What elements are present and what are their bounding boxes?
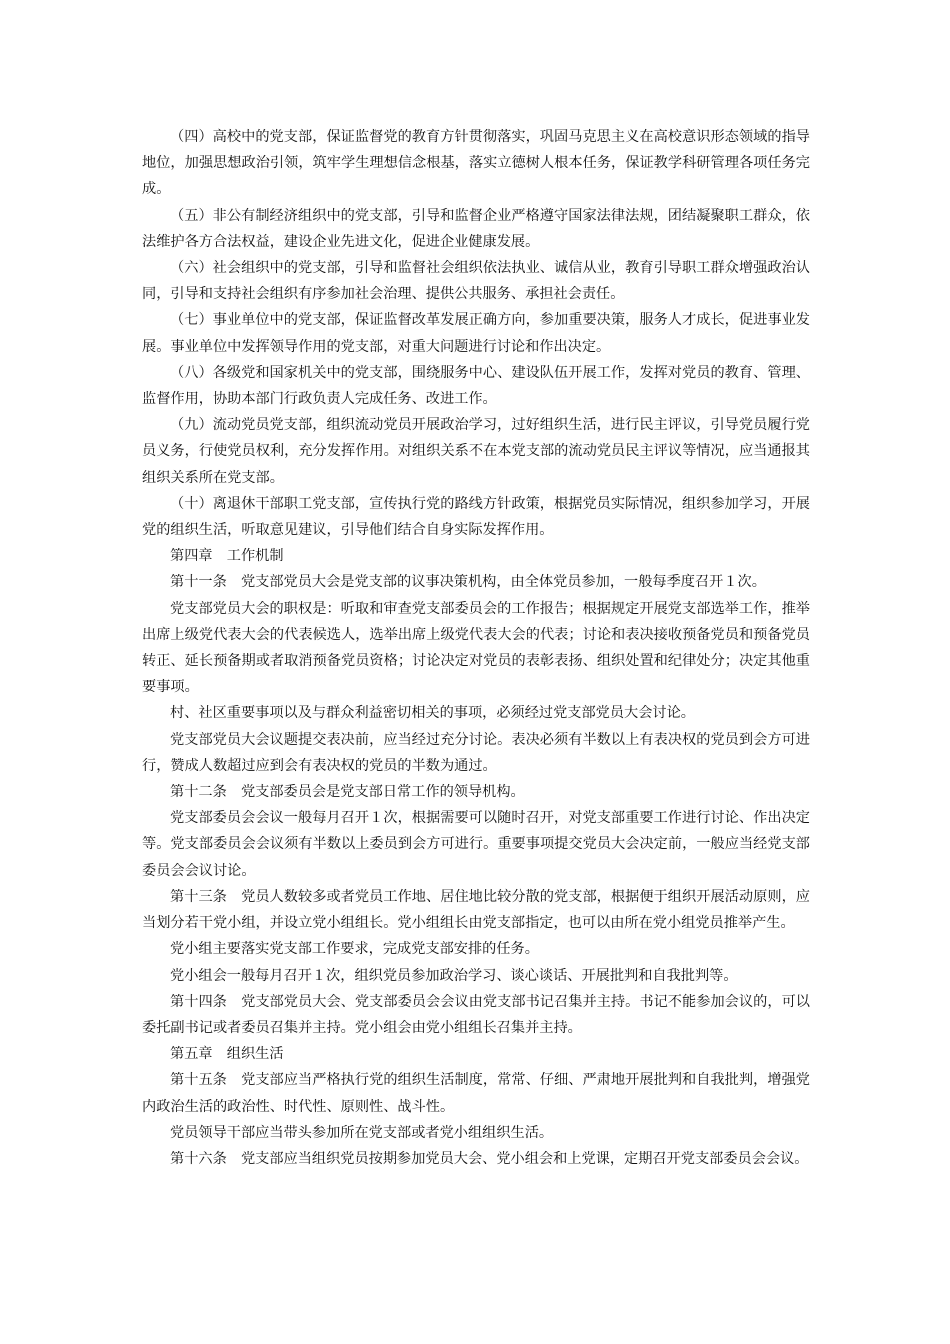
article-14: 第十四条 党支部党员大会、党支部委员会会议由党支部书记召集并主持。书记不能参加会议的，可以委托副书记或者委员召集并主持。党小组会由党小组组长召集并主持。 [142,993,810,1036]
paragraph-8-state-organs: （八）各级党和国家机关中的党支部，围绕服务中心、建设队伍开展工作，发挥对党员的教育、管理、监督作用，协助本部门行政负责人完成任务、改进工作。 [142,364,810,408]
article-11-powers: 党支部党员大会的职权是：听取和审查党支部委员会的工作报告；根据规定开展党支部选举工作，推举出席上级党代表大会的代表候选人，选举出席上级党代表大会的代表；讨论和表决接收预备党员和预备党员转正、延长预备期或者取消预备党员资格；讨论决定对党员的表彰表扬、组织处置和纪律处分；决定其他重要事项。 [142,600,810,696]
paragraph-5-non-public-economy: （五）非公有制经济组织中的党支部，引导和监督企业严格遵守国家法律法规，团结凝聚职工群众，依法维护各方合法权益，建设企业先进文化，促进企业健康发展。 [142,207,810,250]
paragraph-10-retirees: （十）离退休干部职工党支部，宣传执行党的路线方针政策，根据党员实际情况，组织参加学习，开展党的组织生活，听取意见建议，引导他们结合自身实际发挥作用。 [142,495,810,539]
chapter-5-heading: 第五章 组织生活 [170,1046,284,1063]
paragraph-4-universities: （四）高校中的党支部，保证监督党的教育方针贯彻落实，巩固马克思主义在高校意识形态领域的指导地位，加强思想政治引领，筑牢学生理想信念根基，落实立德树人根本任务，保证教学科研管理各项任务完成。 [142,129,810,198]
paragraph-9-mobile-members: （九）流动党员党支部，组织流动党员开展政治学习，过好组织生活，进行民主评议，引导党员履行党员义务，行使党员权利，充分发挥作用。对组织关系不在本党支部的流动党员民主评议等情况，应当通报其组织关系所在党支部。 [142,417,810,486]
paragraph-6-social-organizations: （六）社会组织中的党支部，引导和监督社会组织依法执业、诚信从业，教育引导职工群众增强政治认同，引导和支持社会组织有序参加社会治理、提供公共服务、承担社会责任。 [142,260,810,303]
article-11-village-matters: 村、社区重要事项以及与群众利益密切相关的事项，必须经过党支部党员大会讨论。 [170,705,695,722]
paragraph-7-public-institutions: （七）事业单位中的党支部，保证监督改革发展正确方向，参加重要决策，服务人才成长，促进事业发展。事业单位中发挥领导作用的党支部，对重大问题进行讨论和作出决定。 [142,312,810,355]
article-15: 第十五条 党支部应当严格执行党的组织生活制度，常常、仔细、严肃地开展批判和自我批判，增强党内政治生活的政治性、时代性、原则性、战斗性。 [142,1072,810,1115]
article-12: 第十二条 党支部委员会是党支部日常工作的领导机构。 [170,784,525,801]
article-16: 第十六条 党支部应当组织党员按期参加党员大会、党小组会和上党课，定期召开党支部委员会会议。 [170,1150,809,1167]
article-15-leaders: 党员领导干部应当带头参加所在党支部或者党小组组织生活。 [170,1124,554,1141]
article-13-group-tasks: 党小组主要落实党支部工作要求，完成党支部安排的任务。 [170,941,539,958]
article-11-voting: 党支部党员大会议题提交表决前，应当经过充分讨论。表决必须有半数以上有表决权的党员到会方可进行，赞成人数超过应到会有表决权的党员的半数为通过。 [142,731,810,774]
article-13-group-meetings: 党小组会一般每月召开１次，组织党员参加政治学习、谈心谈话、开展批判和自我批判等。 [170,967,738,984]
article-13: 第十三条 党员人数较多或者党员工作地、居住地比较分散的党支部，根据便于组织开展活动原则，应当划分若干党小组，并设立党小组组长。党小组组长由党支部指定，也可以由所在党小组党员推举产生。 [142,888,810,932]
article-12-meetings: 党支部委员会会议一般每月召开１次，根据需要可以随时召开，对党支部重要工作进行讨论、作出决定等。党支部委员会会议须有半数以上委员到会方可进行。重要事项提交党员大会决定前，一般应当经党支部委员会会议讨论。 [142,810,810,879]
document-page [142,124,810,1172]
article-11: 第十一条 党支部党员大会是党支部的议事决策机构，由全体党员参加，一般每季度召开１次。 [170,574,766,591]
chapter-4-heading: 第四章 工作机制 [170,548,284,565]
